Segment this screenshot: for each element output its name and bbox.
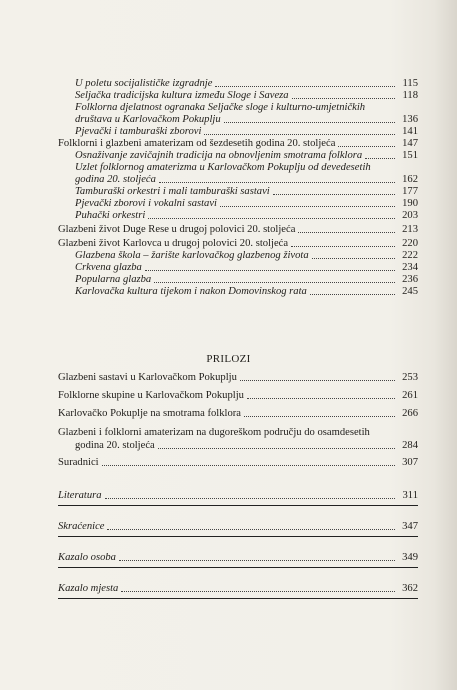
toc-entry-title: Glazbeni život Karlovca u drugoj polovici 20. stoljeća: [58, 238, 289, 249]
appendix-entry: [58, 408, 418, 420]
appendix-page: 307: [402, 457, 418, 468]
back-matter-page: 349: [402, 552, 418, 563]
toc-entry-page: 203: [402, 210, 418, 221]
appendix-page: 261: [402, 390, 418, 401]
toc-entry-page: 118: [402, 90, 418, 101]
appendix-title: Glazbeni sastavi u Karlovačkom Pokuplju: [58, 372, 237, 383]
divider-line: [58, 567, 418, 569]
leader-dots: [224, 122, 395, 123]
leader-dots: [158, 448, 395, 449]
leader-dots: [244, 416, 395, 417]
toc-entry: [58, 250, 418, 262]
leader-dots: [291, 246, 395, 247]
back-matter-entry: [58, 490, 418, 502]
appendix-title: Folklorne skupine u Karlovačkom Pokuplju: [58, 390, 244, 401]
toc-entry-page: 213: [402, 224, 418, 235]
toc-entry: [58, 286, 418, 298]
toc-entry-title: Seljačka tradicijska kultura između Sloge i Saveza: [75, 90, 289, 101]
toc-entry: [58, 262, 418, 274]
leader-dots: [310, 294, 395, 295]
leader-dots: [204, 134, 395, 135]
appendix-title: Karlovačko Pokuplje na smotrama folklora: [58, 408, 241, 419]
back-matter-entry: [58, 521, 418, 533]
appendix-page: 284: [402, 440, 418, 451]
toc-entry-page: 115: [402, 78, 418, 89]
toc-entry-title: Tamburaški orkestri i mali tamburaški sastavi: [75, 186, 270, 197]
divider-line: [58, 505, 418, 507]
toc-entry-page: 136: [402, 114, 418, 125]
toc-entry: [58, 210, 418, 222]
toc-entry-page: 222: [402, 250, 418, 261]
toc-entry-page: 162: [402, 174, 418, 185]
toc-entry-title-line2: društava u Karlovačkom Pokuplju: [75, 114, 221, 125]
toc-entry: [58, 102, 418, 126]
appendix-entry: [58, 390, 418, 402]
toc-entry-title-line1: Uzlet folklornog amaterizma u Karlovačkom Pokuplju od devedesetih: [75, 162, 371, 173]
appendix-entry: [58, 426, 418, 452]
toc-entry-page: 245: [402, 286, 418, 297]
toc-entry-title: Pjevački zborovi i vokalni sastavi: [75, 198, 217, 209]
toc-entry: [58, 274, 418, 286]
toc-entry-title: Popularna glazba: [75, 274, 152, 285]
leader-dots: [145, 270, 395, 271]
toc-entry: [58, 198, 418, 210]
toc-entry: [58, 78, 418, 90]
back-matter-list: [58, 490, 418, 600]
back-matter-title: Skraćenice: [58, 521, 105, 532]
leader-dots: [365, 158, 395, 159]
leader-dots: [119, 560, 395, 561]
toc-entry-page: 151: [402, 150, 418, 161]
appendices-list: [58, 372, 418, 475]
back-matter-page: 347: [402, 521, 418, 532]
leader-dots: [107, 529, 395, 530]
toc-entry-title: Osnaživanje zavičajnih tradicija na obnovljenim smotrama folklora: [75, 150, 363, 161]
leader-dots: [148, 218, 395, 219]
leader-dots: [240, 380, 395, 381]
toc-entry-page: 234: [402, 262, 418, 273]
leader-dots: [102, 465, 395, 466]
appendix-entry: [58, 457, 418, 469]
leader-dots: [121, 591, 395, 592]
toc-entry-page: 177: [402, 186, 418, 197]
appendices-heading: PRILOZI: [206, 353, 251, 365]
toc-entry: [58, 126, 418, 138]
toc-entry: [58, 138, 418, 150]
appendix-title-line1: Glazbeni i folklorni amaterizam na dugoreškom području do osamdesetih: [58, 427, 370, 438]
table-of-contents: [58, 78, 418, 298]
back-matter-title: Literatura: [58, 490, 102, 501]
back-matter-title: Kazalo osoba: [58, 552, 116, 563]
toc-entry: [58, 90, 418, 102]
toc-entry-title: Puhački orkestri: [75, 210, 146, 221]
appendix-page: 266: [402, 408, 418, 419]
toc-entry: [58, 224, 418, 236]
back-matter-page: 311: [402, 490, 418, 501]
appendix-page: 253: [402, 372, 418, 383]
appendix-entry: [58, 372, 418, 384]
toc-entry: [58, 186, 418, 198]
leader-dots: [154, 282, 395, 283]
divider-line: [58, 536, 418, 538]
back-matter-page: 362: [402, 583, 418, 594]
leader-dots: [215, 86, 395, 87]
toc-entry-page: 236: [402, 274, 418, 285]
toc-entry-title-line2: godina 20. stoljeća: [75, 174, 156, 185]
toc-entry: [58, 150, 418, 162]
leader-dots: [159, 182, 395, 183]
appendix-title-line2: godina 20. stoljeća: [75, 440, 155, 451]
toc-entry-title: Crkvena glazba: [75, 262, 142, 273]
back-matter-entry: [58, 583, 418, 595]
leader-dots: [292, 98, 395, 99]
leader-dots: [338, 146, 395, 147]
back-matter-title: Kazalo mjesta: [58, 583, 119, 594]
back-matter-entry: [58, 552, 418, 564]
divider-line: [58, 598, 418, 600]
leader-dots: [247, 398, 395, 399]
toc-entry-page: 141: [402, 126, 418, 137]
toc-entry-page: 220: [402, 238, 418, 249]
toc-entry-title: Folklorni i glazbeni amaterizam od šezdesetih godina 20. stoljeća: [58, 138, 336, 149]
toc-entry: [58, 162, 418, 186]
toc-entry-title: Karlovačka kultura tijekom i nakon Domovinskog rata: [75, 286, 307, 297]
appendix-title: Suradnici: [58, 457, 99, 468]
toc-entry: [58, 238, 418, 250]
leader-dots: [298, 232, 395, 233]
toc-entry-title-line1: Folklorna djelatnost ogranaka Seljačke sloge i kulturno-umjetničkih: [75, 102, 366, 113]
toc-entry-page: 147: [402, 138, 418, 149]
leader-dots: [105, 498, 395, 499]
toc-entry-page: 190: [402, 198, 418, 209]
leader-dots: [312, 258, 395, 259]
toc-entry-title: Glazbena škola – žarište karlovačkog glazbenog života: [75, 250, 309, 261]
toc-entry-title: U poletu socijalističke izgradnje: [75, 78, 213, 89]
leader-dots: [273, 194, 395, 195]
toc-entry-title: Pjevački i tamburaški zborovi: [75, 126, 202, 137]
toc-entry-title: Glazbeni život Duge Rese u drugoj polovici 20. stoljeća: [58, 224, 296, 235]
leader-dots: [220, 206, 395, 207]
